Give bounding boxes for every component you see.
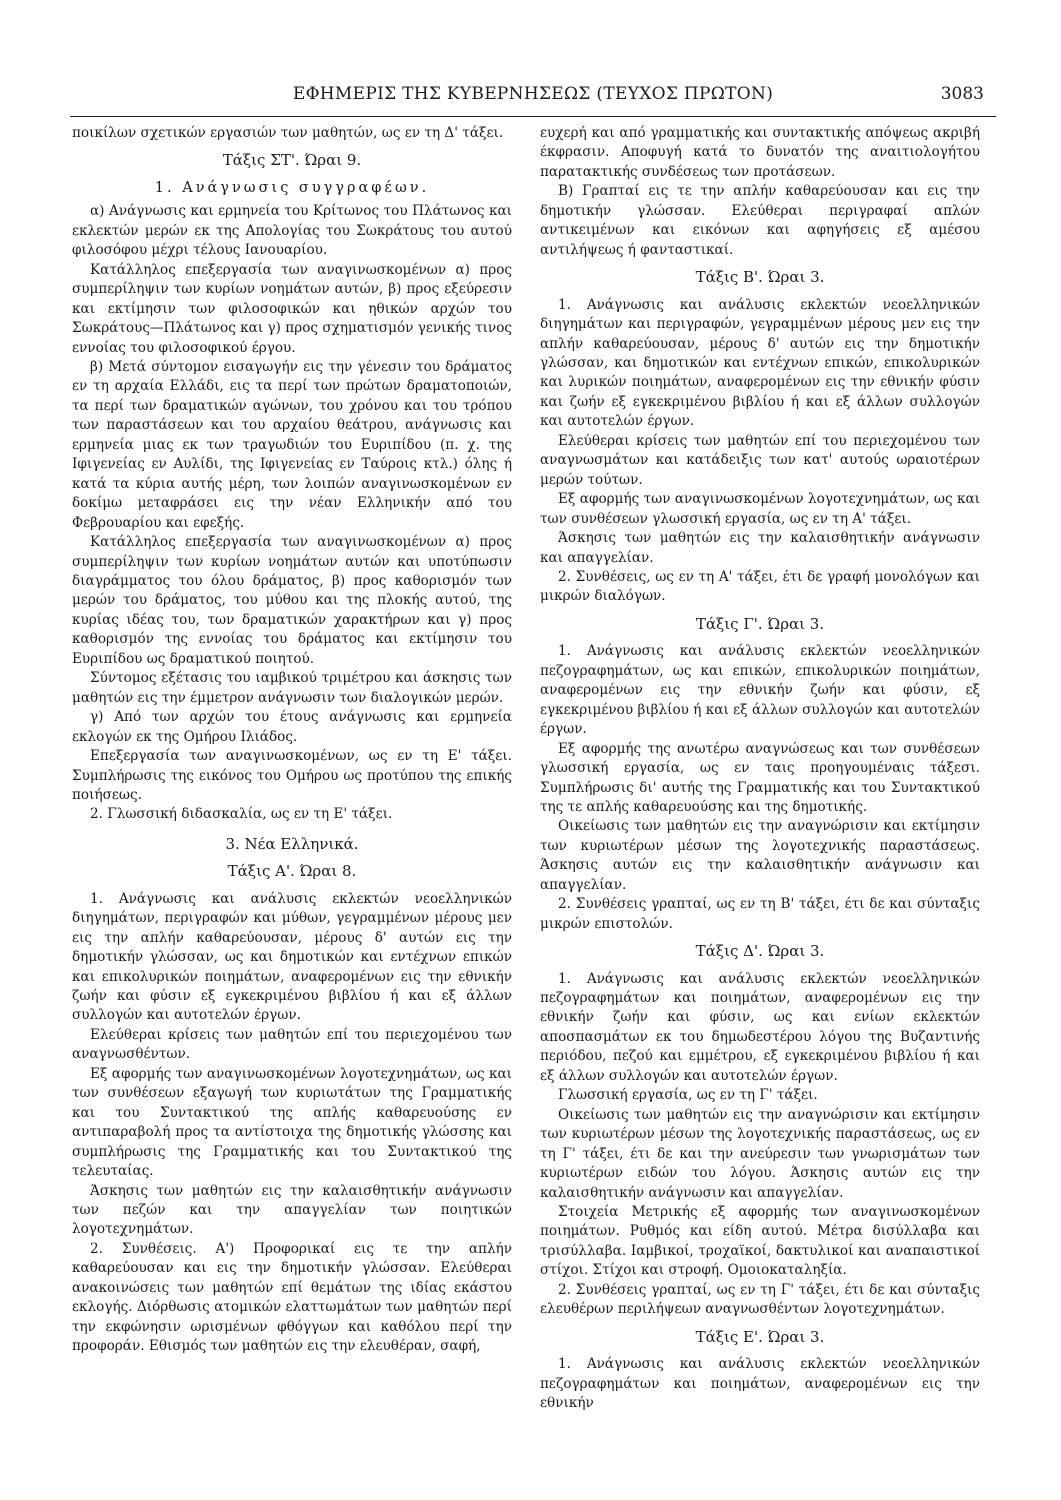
class-heading: Τάξις ΣΤ'. Ώραι 9. bbox=[222, 151, 362, 170]
paragraph: 2. Συνθέσεις γραπταί, ως εν τη Β' τάξει, έτι δε και σύνταξις μικρών επιστολών. bbox=[540, 896, 980, 932]
paragraph: ποικίλων σχετικών εργασιών των μαθητών, ως εν τη Δ' τάξει. bbox=[72, 125, 504, 141]
section-heading: 3. Νέα Ελληνικά. bbox=[225, 834, 359, 853]
paragraph: 1. Ανάγνωσις και ανάλυσις εκλεκτών νεοελληνικών διηγημάτων και περιγραφών, γεγραμμένων μέρους μεν εις την απλήν καθαρεύουσαν, μέρους δ' αυτών εις την δημοτικήν γλώσσαν, και δημοτικών και εντέχνων επικών, επικολυρικών και λυρικών ποιημάτων, αναφερομένων εις την εθνικήν φύσιν και ζωήν εξ εγκεκριμένου βιβλίου ή και εξ άλλων συλλογών και αυτοτελών έργων. bbox=[540, 296, 980, 430]
paragraph: Β) Γραπταί εις τε την απλήν καθαρεύουσαν και εις την δημοτικήν γλώσσαν. Ελεύθεραι περιγραφαί απλών αντικειμένων και εικόνων και αφηγήσεις εξ αμέσου αντιλήψεως ή φανταστικαί. bbox=[540, 183, 980, 258]
paragraph: Επεξεργασία των αναγινωσκομένων, ως εν τη Ε' τάξει. Συμπλήρωσις της εικόνος του Ομήρου ως προτύπου της επικής ποιήσεως. bbox=[72, 748, 512, 803]
paragraph: Στοιχεία Μετρικής εξ αφορμής των αναγινωσκομένων ποιημάτων. Ρυθμός και είδη αυτού. Μέτρα δισύλλαβα και τρισύλλαβα. Ιαμβικοί, τροχαϊκοί, δακτυλικοί και αναπαιστικοί στίχοι. Στίχοι και στροφή. Ομοιοκαταληξία. bbox=[540, 1204, 980, 1279]
paragraph: Γλωσσική εργασία, ως εν τη Γ' τάξει. bbox=[558, 1087, 818, 1104]
page-number: 3083 bbox=[940, 84, 984, 104]
paragraph: 1. Ανάγνωσις και ανάλυσις εκλεκτών νεοελληνικών πεζογραφημάτων και ποιημάτων, αναφερομένων εις την εθνικήν ζωήν και φύσιν, ως και ενίων εκλεκτών αποσπασμάτων εκ του δημωδεστέρου λόγου της Βυζαντινής περιόδου, πεζού και εμμέτρου, εξ εγκεκριμένου βιβλίου ή και εξ άλλων συλλογών και αυτοτελών έργων. bbox=[540, 970, 980, 1084]
paragraph: 2. Γλωσσική διδασκαλία, ως εν τη Ε' τάξει. bbox=[90, 806, 393, 823]
paragraph: Ελεύθεραι κρίσεις των μαθητών επί του περιεχομένου των αναγνωσμάτων και κατάδειξις των κατ' αυτούς ωραιοτέρων μερών τούτων. bbox=[540, 432, 980, 488]
class-heading: Τάξις Γ'. Ώραι 3. bbox=[695, 614, 825, 633]
paragraph: Κατάλληλος επεξεργασία των αναγινωσκομένων α) προς συμπερίληψιν των κυρίων νοημάτων αυτών και υποτύπωσιν διαγράμματος του όλου δράματος, β) προς καθορισμόν των μερών του δράματος, του μύθου και της πλοκής αυτού, της κυρίας ιδέας του, των δραματικών χαρακτήρων και γ) προς καθορισμόν της εννοίας του δράματος και εκτίμησιν του Ευριπίδου ως δραματικού ποιητού. bbox=[72, 534, 512, 667]
class-heading: Τάξις Α'. Ώραι 8. bbox=[227, 862, 357, 881]
paragraph: Ελεύθεραι κρίσεις των μαθητών επί του περιεχομένου των αναγνωσθέντων. bbox=[72, 1026, 512, 1063]
paragraph: 1. Ανάγνωσις και ανάλυσις εκλεκτών νεοελληνικών πεζογραφημάτων και ποιημάτων, αναφερομένων εις την εθνικήν bbox=[540, 1356, 980, 1412]
paragraph: 2. Συνθέσεις. Α') Προφορικαί εις τε την απλήν καθαρεύουσαν και εις την δημοτικήν γλώσσαν. Ελεύθεραι ανακοινώσεις των μαθητών επί θεμάτων της ιδίας εκάστου εκλογής. Διόρθωσις ατομικών ελαττωμάτων των μαθητών περί την εκφώνησιν ωρισμένων φθόγγων και καθόλου περί την προφοράν. Εθισμός των μαθητών εις την ελευθέραν, σαφή, bbox=[72, 1240, 512, 1355]
paragraph: Οικείωσις των μαθητών εις την αναγνώρισιν και εκτίμησιν των κυριωτέρων μέσων της λογοτεχνικής παραστάσεως, ως εν τη Γ' τάξει, έτι δε και την ανεύρεσιν των γνωρισμάτων των κυριωτέρων ειδών του λόγου. Άσκησις αυτών εις την καλαισθητικήν ανάγνωσιν και απαγγελίαν. bbox=[540, 1106, 980, 1201]
paragraph: Οικείωσις των μαθητών εις την αναγνώρισιν και εκτίμησιν των κυριωτέρων μέσων της λογοτεχνικής παραστάσεως. Άσκησις αυτών εις την καλαισθητικήν ανάγνωσιν και απαγγελίαν. bbox=[540, 818, 980, 893]
paragraph: Εξ αφορμής των αναγινωσκομένων λογοτεχνημάτων, ως και των συνθέσεων γλωσσική εργασία, ως εν τη Α' τάξει. bbox=[540, 491, 980, 527]
paragraph: Σύντομος εξέτασις του ιαμβικού τριμέτρου και άσκησις των μαθητών εις την έμμετρον ανάγνωσιν των διαλογικών μερών. bbox=[72, 670, 512, 706]
paragraph: β) Μετά σύντομον εισαγωγήν εις την γένεσιν του δράματος εν τη αρχαία Ελλάδι, εις τα περί των πρώτων δραματοποιών, τα περί των δραματικών αγώνων, του χρόνου και του τρόπου των παραστάσεων και του αρχαίου θεάτρου, ανάγνωσις και ερμηνεία μιας εκ των τραγωδιών του Ευριπίδου (π. χ. της Ιφιγενείας εν Αυλίδι, της Ιφιγενείας εν Ταύροις κτλ.) όλης ή κατά τα κύρια αυτής μέρη, των λοιπών αναγινωσκομένων εν δοκίμω μεταφράσει εις την νέαν Ελληνικήν από του Φεβρουαρίου και εφεξής. bbox=[72, 358, 512, 531]
class-heading: Τάξις Δ'. Ώραι 3. bbox=[695, 942, 825, 961]
class-heading: Τάξις Ε'. Ώραι 3. bbox=[695, 1327, 825, 1346]
paragraph: Εξ αφορμής των αναγινωσκομένων λογοτεχνημάτων, ως και των συνθέσεων εξαγωγή των κυριωτάτων της Γραμματικής και του Συντακτικού της απλής καθαρευούσης εν αντιπαραβολή προς τα αντίστοιχα της δημοτικής γλώσσης και συμπλήρωσις της Γραμματικής και του Συντακτικού της τελευταίας. bbox=[72, 1065, 512, 1180]
paragraph: Άσκησις των μαθητών εις την καλαισθητικήν ανάγνωσιν και απαγγελίαν. bbox=[540, 530, 980, 566]
paragraph: Κατάλληλος επεξεργασία των αναγινωσκομένων α) προς συμπερίληψιν των κυρίων νοημάτων αυτών, β) προς εξεύρεσιν και εκτίμησιν των φιλοσοφικών και ηθικών αρχών του Σωκράτους—Πλάτωνος και γ) προς σχηματισμόν γενικής τινος εννοίας του φιλοσοφικού έργου. bbox=[72, 261, 512, 356]
paragraph: 2. Συνθέσεις γραπταί, ως εν τη Γ' τάξει, έτι δε και σύνταξις ελευθέρων περιλήψεων αναγνωσθέντων λογοτεχνημάτων. bbox=[540, 1281, 980, 1318]
right-column bbox=[540, 124, 980, 1414]
paragraph: ευχερή και από γραμματικής και συντακτικής απόψεως ακριβή έκφρασιν. Αποφυγή κατά το δυνατόν της αναιτιολογήτου παρατακτικής συνδέσεως των προτάσεων. bbox=[540, 125, 980, 180]
page-header bbox=[70, 82, 996, 117]
paragraph: 1. Ανάγνωσις και ανάλυσις εκλεκτών νεοελληνικών διηγημάτων, περιγραφών και μύθων, γεγραμμένων μέρους μεν εις την απλήν καθαρεύουσαν, μέρους δ' αυτών εις την δημοτικήν γλώσσαν, ως και δημοτικών και εντέχνων επικών και επικολυρικών ποιημάτων, αναφερομένων εις την εθνικήν ζωήν και φύσιν εξ εγκεκριμένου βιβλίου ή και εξ άλλων συλλογών και αυτοτελών έργων. bbox=[72, 890, 512, 1024]
subsection-heading: 1. Ανάγνωσις συγγραφέων. bbox=[154, 179, 430, 196]
gazette-title: ΕΦΗΜΕΡΙΣ ΤΗΣ ΚΥΒΕΡΝΗΣΕΩΣ (ΤΕΥΧΟΣ ΠΡΩΤΟΝ) bbox=[292, 84, 774, 104]
paragraph: α) Ανάγνωσις και ερμηνεία του Κρίτωνος του Πλάτωνος και εκλεκτών μερών εκ της Απολογίας του Σωκράτους του αυτού φιλοσόφου μέχρι τέλους Ιανουαρίου. bbox=[72, 203, 512, 259]
paragraph: 2. Συνθέσεις, ως εν τη Α' τάξει, έτι δε γραφή μονολόγων και μικρών διαλόγων. bbox=[540, 568, 980, 605]
paragraph: Εξ αφορμής της ανωτέρω αναγνώσεως και των συνθέσεων γλωσσική εργασία, ως εν ταις προηγουμέναις τάξεσι. Συμπλήρωσις δι' αυτής της Γραμματικής και του Συντακτικού της τε απλής καθαρευούσης και της δημοτικής. bbox=[540, 740, 980, 815]
paragraph: γ) Από των αρχών του έτους ανάγνωσις και ερμηνεία εκλογών εκ της Ομήρου Ιλιάδος. bbox=[72, 709, 512, 745]
paragraph: Άσκησις των μαθητών εις την καλαισθητικήν ανάγνωσιν των πεζών και την απαγγελίαν των ποιητικών λογοτεχνημάτων. bbox=[72, 1182, 512, 1238]
left-column bbox=[72, 124, 512, 1357]
paragraph: 1. Ανάγνωσις και ανάλυσις εκλεκτών νεοελληνικών πεζογραφημάτων, ως και επικών, επικολυρικών ποιημάτων, αναφερομένων εις την εθνικήν ζωήν και φύσιν, εξ εγκεκριμένου βιβλίου ή και εξ άλλων συλλογών και αυτοτελών έργων. bbox=[540, 643, 980, 738]
class-heading: Τάξις Β'. Ώραι 3. bbox=[695, 268, 825, 287]
